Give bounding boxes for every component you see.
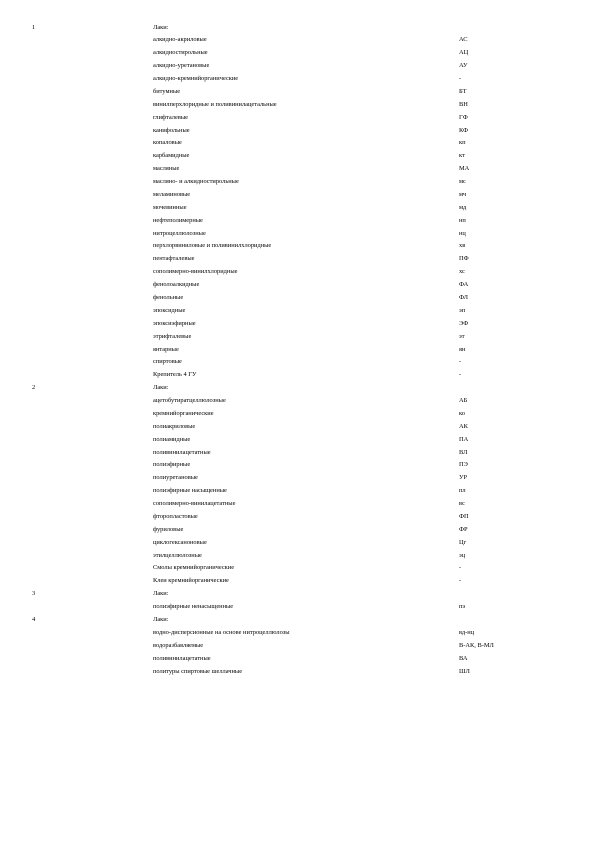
table-row (0, 356, 595, 369)
table-row (0, 601, 595, 614)
row-text: битумные (153, 87, 181, 95)
row-code: ФА (459, 281, 469, 289)
row-code: мд (459, 203, 467, 211)
row-code: ко (459, 409, 465, 417)
row-code: пл (459, 487, 466, 495)
row-text: перхлорвиниловые и поливинилхлоридные (153, 242, 272, 250)
row-text: фторопластовые (153, 512, 198, 520)
row-code: нц (459, 229, 466, 237)
table-row (0, 253, 595, 266)
table-row (0, 511, 595, 524)
row-code: мс (459, 178, 466, 186)
table-row (0, 137, 595, 150)
table-row (0, 125, 595, 138)
row-text: глифталевые (153, 113, 188, 121)
row-text: фенолоалкидные (153, 281, 200, 289)
row-code: ФЛ (459, 293, 468, 301)
row-code: КФ (459, 126, 469, 134)
row-text: Смолы кремнийорганические (153, 564, 235, 572)
row-text: полиэфирные (153, 461, 191, 469)
row-code: ПЭ (459, 461, 468, 469)
table-row (0, 86, 595, 99)
table-row (0, 318, 595, 331)
table-row (0, 614, 595, 627)
row-code: ВН (459, 100, 468, 108)
row-code: эт (459, 332, 465, 340)
table-row (0, 627, 595, 640)
row-code: БТ (459, 87, 467, 95)
table-row (0, 176, 595, 189)
row-text: Лаки: (153, 23, 169, 31)
row-code: ян (459, 345, 466, 353)
row-text: нитроцеллюлозные (153, 229, 206, 237)
row-code: ЭФ (459, 319, 469, 327)
row-text: поливинилацетатные (153, 654, 211, 662)
row-text: нефтеполимерные (153, 216, 203, 224)
row-code: хв (459, 242, 466, 250)
row-code: ГФ (459, 113, 468, 121)
row-number: 4 (32, 615, 36, 623)
row-number: 1 (32, 23, 36, 31)
row-code: пэ (459, 603, 466, 611)
row-text: кремнийорганические (153, 409, 214, 417)
row-text: спиртовые (153, 358, 182, 366)
row-text: полиакриловые (153, 422, 196, 430)
table-row (0, 459, 595, 472)
table-row (0, 653, 595, 666)
row-text: сополимерно-винилхлоридные (153, 268, 238, 276)
table-row (0, 305, 595, 318)
row-text: сополимерно-винилацетатные (153, 500, 236, 508)
row-text: поливинилацетатные (153, 448, 211, 456)
row-text: полиамидные (153, 435, 191, 443)
table-row (0, 640, 595, 653)
row-code: ФР (459, 525, 468, 533)
row-text: копаловые (153, 139, 182, 147)
table-row (0, 537, 595, 550)
row-text: фуриловые (153, 525, 184, 533)
row-text: алкидно-акриловые (153, 36, 207, 44)
table-row (0, 588, 595, 601)
row-code: УР (459, 474, 468, 482)
row-code: МА (459, 165, 470, 173)
row-code: АБ (459, 397, 468, 405)
table-row (0, 163, 595, 176)
row-text: эпоксидные (153, 306, 186, 314)
table-row (0, 524, 595, 537)
table-row (0, 279, 595, 292)
table-row (0, 562, 595, 575)
table-row (0, 395, 595, 408)
row-text: ацетобутиратцеллюлозные (153, 397, 226, 405)
row-code: кт (459, 152, 465, 160)
row-code: АУ (459, 62, 468, 70)
table-row (0, 331, 595, 344)
row-code: - (459, 358, 462, 366)
row-code: нп (459, 216, 466, 224)
row-text: водоразбавляемые (153, 641, 204, 649)
table-row (0, 150, 595, 163)
row-code: В-АК, В-МЛ (459, 641, 494, 649)
table-row (0, 369, 595, 382)
row-text: фенольные (153, 293, 184, 301)
row-text: полиэфирные насыщенные (153, 487, 227, 495)
table-row (0, 47, 595, 60)
row-text: Лаки: (153, 384, 169, 392)
row-text: полиуретановые (153, 474, 198, 482)
table-row (0, 112, 595, 125)
row-text: этрифталевые (153, 332, 192, 340)
table-row (0, 421, 595, 434)
table-row (0, 550, 595, 563)
row-code: - (459, 371, 462, 379)
table-row (0, 266, 595, 279)
row-code: АК (459, 422, 468, 430)
row-code: ПА (459, 435, 469, 443)
row-text: алкидностирольные (153, 49, 208, 57)
row-text: мочевинные (153, 203, 187, 211)
row-text: пентафталевые (153, 255, 195, 263)
row-code: эп (459, 306, 466, 314)
table-row (0, 189, 595, 202)
table-row (0, 575, 595, 588)
table-row (0, 344, 595, 357)
row-text: Клеи кремнийорганические (153, 577, 229, 585)
table-row (0, 472, 595, 485)
row-code: Цг (459, 538, 467, 546)
table-row (0, 60, 595, 73)
row-number: 2 (32, 384, 36, 392)
row-code: ВЛ (459, 448, 468, 456)
table-row (0, 382, 595, 395)
row-text: алкидно-кремнийорганические (153, 75, 239, 83)
row-number: 3 (32, 590, 36, 598)
row-text: канифольные (153, 126, 190, 134)
table-row (0, 34, 595, 47)
table-row (0, 498, 595, 511)
table-row (0, 666, 595, 679)
row-code: эц (459, 551, 466, 559)
table-row (0, 228, 595, 241)
row-code: ШЛ (459, 667, 470, 675)
row-text: этилцеллюлозные (153, 551, 202, 559)
row-text: циклогексаноновые (153, 538, 207, 546)
row-text: Крепитель 4 ГУ (153, 371, 197, 379)
table-row (0, 434, 595, 447)
row-text: полиэфирные ненасыщенные (153, 603, 234, 611)
row-code: ПФ (459, 255, 469, 263)
row-text: алкидно-уретановые (153, 62, 210, 70)
row-text: водно-дисперсионные на основе нитроцеллюлозы (153, 628, 290, 636)
row-code: ВА (459, 654, 468, 662)
row-text: янтарные (153, 345, 179, 353)
table-row (0, 485, 595, 498)
row-text: Лаки: (153, 590, 169, 598)
table-row (0, 215, 595, 228)
table-row (0, 447, 595, 460)
row-code: АЦ (459, 49, 469, 57)
row-code: кп (459, 139, 466, 147)
row-code: вс (459, 500, 465, 508)
table-row (0, 240, 595, 253)
row-text: эпоксиэфирные (153, 319, 196, 327)
table-row (0, 202, 595, 215)
row-text: Лаки: (153, 615, 169, 623)
row-text: винилперхлоридные и поливинилацетальные (153, 100, 277, 108)
table-row (0, 99, 595, 112)
row-text: карбамидные (153, 152, 190, 160)
row-text: масляные (153, 165, 180, 173)
row-code: АС (459, 36, 468, 44)
table-row (0, 73, 595, 86)
row-code: мч (459, 190, 467, 198)
row-code: - (459, 75, 462, 83)
row-code: вд-нц (459, 628, 475, 636)
row-text: политуры спиртовые шеллачные (153, 667, 243, 675)
table-row (0, 292, 595, 305)
row-code: - (459, 577, 462, 585)
row-code: ФП (459, 512, 469, 520)
row-code: - (459, 564, 462, 572)
row-text: масляно- и алкидностирольные (153, 178, 239, 186)
table-row (0, 408, 595, 421)
row-text: меламиновые (153, 190, 191, 198)
row-code: хс (459, 268, 465, 276)
table-row (0, 22, 595, 35)
